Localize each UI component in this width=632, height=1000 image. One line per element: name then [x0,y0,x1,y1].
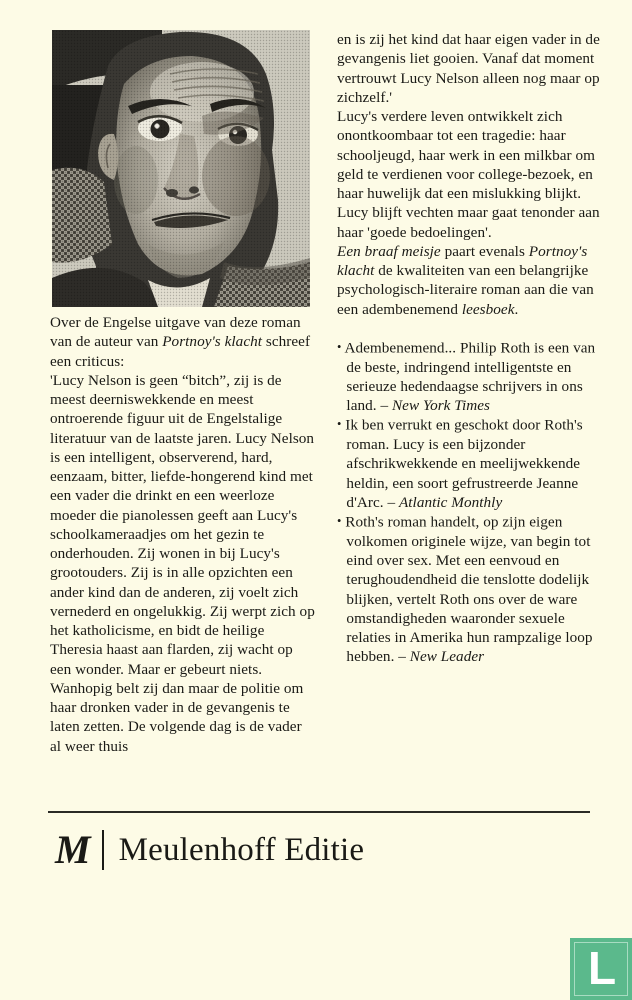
corner-logo-letter: L [587,942,617,994]
intro-text-part2: schreef een criticus: [50,333,311,370]
appraisal-text-1: paart evenals [440,242,529,260]
review-text: Roth's roman handelt, op zijn eigen volkomen originele wijze, van begin tot eind over sex. Met een eenvoud en terughoudendheid die tenslotte dodelijk blijken, vertelt Roth ons over de ware omstandigheden waaronder sexuele relaties in Amerika hun rampzalige loop hebben. – [345,513,593,666]
appraisal-paragraph [337,242,605,319]
synopsis-paragraph: 'Lucy Nelson is geen “bitch”, zij is de meest deerniswekkende en meest ontroerende figuur uit de Engelstalige literatuur van de laatste jaren. Lucy Nelson is een intelligent, observerend, hard, eenzaam, bitter, liefde-hongerend kind met een vader die drinkt en een weerloze moeder die pianolessen geeft aan Lucy's schoolkameraadjes om het gezin te onderhouden. Zij wonen in bij Lucy's grootouders. Zij is in alle opzichten een ander kind dan de anderen, zij voelt zich vernederd en ongelukkig. Zij werpt zich op het katholicisme, en bidt de heilige Theresia haast aan flarden, zij wacht op een wonder. Maar er gebeurt niets. Wanhopig belt zij dan maar de politie om haar dronken vader in de gevangenis te laten zetten. De volgende dag is de vader al weer thuis [50,371,315,755]
intro-text-part1: Over de Engelse uitgave van deze roman van de auteur van [50,314,301,351]
intro-paragraph [50,313,315,371]
press-reviews [337,338,605,667]
bullet-icon: • [337,514,342,529]
publisher-name: Meulenhoff Editie [118,831,365,868]
bullet-icon: • [337,340,342,354]
author-photo [52,30,310,307]
left-text-column [50,313,315,756]
bullet-icon: • [337,417,342,432]
appraisal-period: . [514,300,519,318]
review-item [337,338,605,415]
review-item [337,512,605,666]
synopsis-continuation: en is zij het kind dat haar eigen vader in de gevangenis liet gooien. Vanaf dat moment vertrouwt Lucy Nelson alleen nog maar op zichzelf.' [337,31,600,106]
review-text: Adembenemend... Philip Roth is een van de beste, indringend intelligentste en serieuze hedendaagse schrijvers in ons land. – [344,339,596,415]
review-source: New Leader [409,648,485,666]
review-source: New York Times [391,397,491,415]
divider-rule [48,811,590,813]
review-source: Atlantic Monthly [398,493,503,511]
intro-title-italic: Portnoy's klacht [162,333,263,351]
publisher-imprint [55,824,364,876]
corner-logo [570,938,632,1000]
book-title-italic: Een braaf meisje [337,242,441,260]
appraisal-text-2: de kwaliteiten van een belangrijke psychologisch-literaire roman aan die van een adembenemend [337,262,594,318]
portnoy-title-italic: Portnoy's klacht [337,242,588,279]
right-text-column [337,30,605,667]
plot-paragraph: Lucy's verdere leven ontwikkelt zich onontkoombaar tot een tragedie: haar schooljeugd, haar werk in een milkbar om geld te verdienen voor college-bezoek, en haar huwelijk dat een mislukking blijkt. Lucy blijft vechten maar gaat tenonder aan haar 'goede bedoelingen'. [337,108,600,241]
leesboek-italic: leesboek [461,300,515,318]
author-photo-image [52,30,310,307]
review-item [337,415,605,512]
publisher-monogram: M [55,827,91,872]
review-text: Ik ben verrukt en geschokt door Roth's roman. Lucy is een bijzonder afschrikwekkende en meelijwekkende heldin, een soort gefrustreerde Jeanne d'Arc. – [345,416,583,511]
